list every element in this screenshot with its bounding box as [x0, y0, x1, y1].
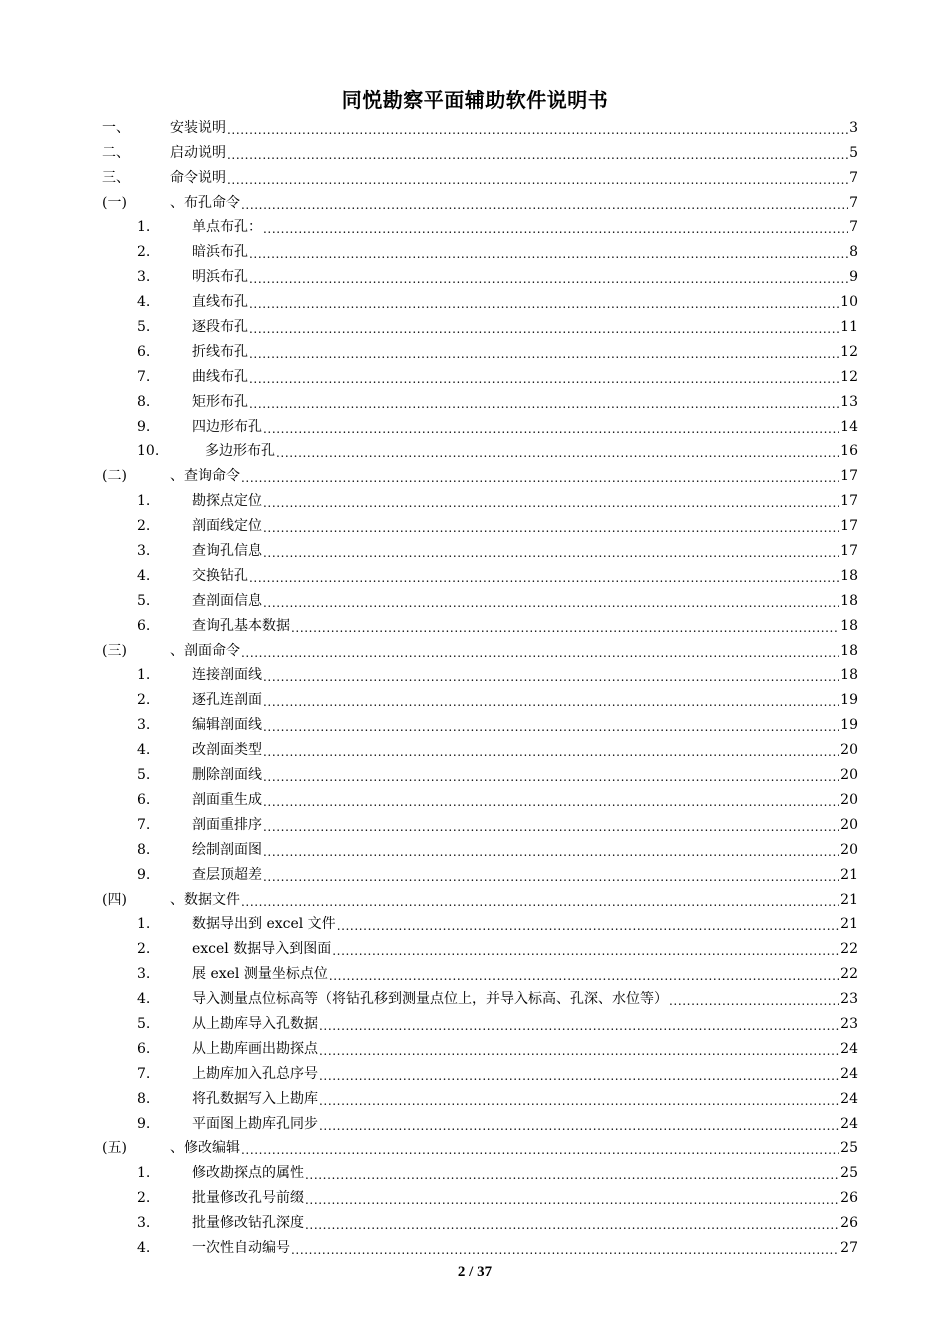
toc-page-number: 20 — [840, 841, 858, 858]
toc-page-number: 18 — [840, 567, 858, 584]
toc-subsection-entry[interactable] — [102, 1058, 858, 1083]
toc-entry-number: 4. — [137, 294, 151, 311]
toc-entry-label: 安装说明 — [170, 119, 226, 136]
toc-page-number: 5 — [849, 144, 858, 161]
toc-page-number: 7 — [849, 194, 858, 211]
toc-page-number: 17 — [840, 543, 858, 560]
toc-entry-number: 3. — [137, 543, 151, 560]
toc-section-entry[interactable] — [102, 137, 858, 162]
toc-dot-leader — [249, 571, 839, 585]
toc-dot-leader — [263, 695, 839, 709]
toc-entry-number: 6. — [137, 343, 151, 360]
toc-dot-leader — [263, 521, 839, 535]
toc-entry-number: 6. — [137, 1040, 151, 1057]
toc-page-number: 21 — [840, 866, 858, 883]
toc-entry-number: 8. — [137, 1090, 151, 1107]
toc-page-number: 24 — [840, 1065, 858, 1082]
toc-subsection-entry[interactable] — [102, 610, 858, 635]
toc-subsection-entry[interactable] — [102, 809, 858, 834]
toc-entry-label: 剖面重排序 — [192, 816, 262, 833]
toc-entry-number: 6. — [137, 617, 151, 634]
toc-entry-number: 5. — [137, 592, 151, 609]
toc-section-entry[interactable] — [102, 635, 858, 660]
toc-entry-number: 4. — [137, 1239, 151, 1256]
toc-entry-label: 交换钻孔 — [192, 567, 248, 584]
toc-dot-leader — [249, 397, 839, 411]
toc-dot-leader — [263, 795, 839, 809]
toc-dot-leader — [263, 422, 839, 436]
toc-page-number: 22 — [840, 966, 858, 983]
toc-entry-label: excel 数据导入到图面 — [192, 941, 332, 958]
toc-entry-label: 导入测量点位标高等（将钻孔移到测量点位上，并导入标高、孔深、水位等） — [192, 991, 668, 1008]
toc-dot-leader — [291, 621, 839, 635]
toc-entry-label: 勘探点定位 — [192, 493, 262, 510]
toc-dot-leader — [263, 820, 839, 834]
toc-page-number: 7 — [849, 219, 858, 236]
toc-page-number: 25 — [840, 1140, 858, 1157]
toc-dot-leader — [263, 222, 848, 236]
toc-entry-number: 7. — [137, 1065, 151, 1082]
toc-page-number: 14 — [840, 418, 858, 435]
toc-dot-leader — [329, 969, 839, 983]
toc-dot-leader — [319, 1119, 839, 1133]
toc-subsection-entry[interactable] — [102, 1207, 858, 1232]
toc-entry-number: 7. — [137, 816, 151, 833]
toc-entry-label: 查询孔基本数据 — [192, 617, 290, 634]
toc-dot-leader — [319, 1094, 839, 1108]
toc-entry-label: 修改勘探点的属性 — [192, 1165, 304, 1182]
toc-entry-number: (四) — [102, 891, 127, 908]
toc-page-number: 27 — [840, 1239, 858, 1256]
toc-dot-leader — [241, 471, 839, 485]
toc-page-number: 24 — [840, 1115, 858, 1132]
toc-subsection-entry[interactable] — [102, 386, 858, 411]
toc-entry-label: 删除剖面线 — [192, 767, 262, 784]
toc-page-number: 24 — [840, 1040, 858, 1057]
toc-subsection-entry[interactable] — [102, 510, 858, 535]
toc-entry-label: 改剖面类型 — [192, 742, 262, 759]
toc-subsection-entry[interactable] — [102, 909, 858, 934]
toc-entry-label: 逐孔连剖面 — [192, 692, 262, 709]
toc-dot-leader — [263, 546, 839, 560]
toc-page-number: 26 — [840, 1215, 858, 1232]
toc-subsection-entry[interactable] — [102, 1083, 858, 1108]
toc-entry-number: 三、 — [102, 169, 130, 186]
toc-entry-label: 曲线布孔 — [192, 368, 248, 385]
toc-dot-leader — [227, 148, 848, 162]
toc-subsection-entry[interactable] — [102, 1232, 858, 1257]
toc-entry-label: 数据导出到 excel 文件 — [192, 916, 336, 933]
toc-entry-label: 、修改编辑 — [170, 1140, 240, 1157]
toc-dot-leader — [319, 1019, 839, 1033]
toc-section-entry[interactable] — [102, 884, 858, 909]
toc-page-number: 23 — [840, 991, 858, 1008]
toc-entry-number: 3. — [137, 966, 151, 983]
toc-entry-label: 连接剖面线 — [192, 667, 262, 684]
toc-entry-number: 1. — [137, 1165, 151, 1182]
toc-page-number: 23 — [840, 1015, 858, 1032]
toc-subsection-entry[interactable] — [102, 535, 858, 560]
toc-dot-leader — [263, 720, 839, 734]
toc-entry-label: 一次性自动编号 — [192, 1239, 290, 1256]
toc-subsection-entry[interactable] — [102, 212, 858, 237]
toc-dot-leader — [291, 1243, 839, 1257]
toc-dot-leader — [249, 247, 848, 261]
toc-dot-leader — [241, 1143, 839, 1157]
toc-entry-label: 命令说明 — [170, 169, 226, 186]
toc-entry-label: 将孔数据写入上勘库 — [192, 1090, 318, 1107]
toc-page-number: 19 — [840, 692, 858, 709]
toc-entry-number: 5. — [137, 1015, 151, 1032]
toc-page-number: 12 — [840, 343, 858, 360]
toc-dot-leader — [241, 198, 848, 212]
toc-subsection-entry[interactable] — [102, 1157, 858, 1182]
toc-dot-leader — [249, 297, 839, 311]
toc-page-number: 24 — [840, 1090, 858, 1107]
toc-subsection-entry[interactable] — [102, 684, 858, 709]
toc-entry-label: 批量修改钻孔深度 — [192, 1215, 304, 1232]
toc-subsection-entry[interactable] — [102, 436, 858, 461]
toc-entry-number: 4. — [137, 991, 151, 1008]
toc-entry-number: 5. — [137, 319, 151, 336]
toc-entry-label: 矩形布孔 — [192, 393, 248, 410]
toc-subsection-entry[interactable] — [102, 1008, 858, 1033]
toc-subsection-entry[interactable] — [102, 585, 858, 610]
toc-page-number: 20 — [840, 742, 858, 759]
toc-entry-label: 查询孔信息 — [192, 543, 262, 560]
toc-entry-label: 查层顶超差 — [192, 866, 262, 883]
toc-page-number: 19 — [840, 717, 858, 734]
toc-entry-number: 1. — [137, 916, 151, 933]
toc-page-number: 21 — [840, 916, 858, 933]
toc-entry-number: 2. — [137, 692, 151, 709]
toc-entry-label: 平面图上勘库孔同步 — [192, 1115, 318, 1132]
toc-entry-label: 上勘库加入孔总序号 — [192, 1065, 318, 1082]
toc-dot-leader — [319, 1069, 839, 1083]
toc-entry-number: 9. — [137, 418, 151, 435]
toc-page-number: 26 — [840, 1190, 858, 1207]
toc-subsection-entry[interactable] — [102, 361, 858, 386]
toc-dot-leader — [241, 895, 839, 909]
toc-dot-leader — [305, 1193, 839, 1207]
toc-page-number: 12 — [840, 368, 858, 385]
table-of-contents — [102, 112, 858, 1257]
toc-subsection-entry[interactable] — [102, 311, 858, 336]
toc-page-number: 17 — [840, 518, 858, 535]
toc-page-number: 9 — [849, 269, 858, 286]
toc-subsection-entry[interactable] — [102, 1182, 858, 1207]
toc-entry-number: 9. — [137, 866, 151, 883]
toc-section-entry[interactable] — [102, 187, 858, 212]
toc-dot-leader — [263, 845, 839, 859]
toc-entry-number: 1. — [137, 493, 151, 510]
toc-dot-leader — [263, 496, 839, 510]
toc-entry-number: 一、 — [102, 119, 130, 136]
total-page-count: 37 — [477, 1264, 493, 1280]
toc-page-number: 21 — [840, 891, 858, 908]
toc-dot-leader — [263, 745, 839, 759]
toc-entry-number: 8. — [137, 841, 151, 858]
toc-dot-leader — [249, 372, 839, 386]
toc-section-entry[interactable] — [102, 162, 858, 187]
toc-entry-number: 5. — [137, 767, 151, 784]
toc-entry-number: 6. — [137, 791, 151, 808]
toc-dot-leader — [319, 1044, 839, 1058]
toc-subsection-entry[interactable] — [102, 560, 858, 585]
toc-entry-number: 3. — [137, 269, 151, 286]
toc-entry-number: 3. — [137, 1215, 151, 1232]
toc-entry-number: (五) — [102, 1140, 127, 1157]
toc-page-number: 17 — [840, 493, 858, 510]
toc-subsection-entry[interactable] — [102, 709, 858, 734]
toc-subsection-entry[interactable] — [102, 286, 858, 311]
document-title: 同悦勘察平面辅助软件说明书 — [341, 88, 609, 112]
toc-page-number: 18 — [840, 642, 858, 659]
toc-subsection-entry[interactable] — [102, 236, 858, 261]
toc-entry-label: 启动说明 — [170, 144, 226, 161]
toc-subsection-entry[interactable] — [102, 1108, 858, 1133]
toc-subsection-entry[interactable] — [102, 759, 858, 784]
toc-page-number: 8 — [849, 244, 858, 261]
toc-dot-leader — [337, 919, 839, 933]
toc-subsection-entry[interactable] — [102, 958, 858, 983]
toc-subsection-entry[interactable] — [102, 784, 858, 809]
toc-entry-number: 2. — [137, 941, 151, 958]
toc-entry-label: 多边形布孔 — [205, 443, 275, 460]
toc-dot-leader — [227, 173, 848, 187]
toc-page-number: 20 — [840, 816, 858, 833]
toc-subsection-entry[interactable] — [102, 983, 858, 1008]
toc-page-number: 18 — [840, 617, 858, 634]
toc-page-number: 3 — [849, 119, 858, 136]
toc-dot-leader — [249, 322, 839, 336]
toc-entry-number: 10. — [137, 443, 160, 460]
toc-entry-number: 2. — [137, 518, 151, 535]
toc-dot-leader — [332, 944, 839, 958]
toc-subsection-entry[interactable] — [102, 411, 858, 436]
toc-dot-leader — [276, 446, 839, 460]
toc-entry-number: 4. — [137, 742, 151, 759]
toc-dot-leader — [305, 1218, 839, 1232]
toc-page-number: 7 — [849, 169, 858, 186]
toc-dot-leader — [263, 596, 839, 610]
toc-entry-number: 9. — [137, 1115, 151, 1132]
toc-dot-leader — [263, 770, 839, 784]
toc-subsection-entry[interactable] — [102, 1033, 858, 1058]
toc-entry-number: 二、 — [102, 144, 130, 161]
toc-section-entry[interactable] — [102, 1133, 858, 1158]
toc-entry-label: 查剖面信息 — [192, 592, 262, 609]
toc-entry-label: 直线布孔 — [192, 294, 248, 311]
toc-entry-number: 2. — [137, 1190, 151, 1207]
toc-entry-number: 8. — [137, 393, 151, 410]
toc-page-number: 16 — [840, 443, 858, 460]
toc-dot-leader — [227, 123, 848, 137]
toc-entry-label: 展 exel 测量坐标点位 — [192, 966, 328, 983]
toc-subsection-entry[interactable] — [102, 734, 858, 759]
toc-subsection-entry[interactable] — [102, 336, 858, 361]
toc-entry-number: 7. — [137, 368, 151, 385]
toc-entry-label: 明浜布孔 — [192, 269, 248, 286]
toc-dot-leader — [249, 347, 839, 361]
toc-entry-label: 单点布孔： — [192, 219, 262, 236]
toc-dot-leader — [669, 994, 839, 1008]
toc-subsection-entry[interactable] — [102, 834, 858, 859]
toc-entry-label: 、布孔命令 — [170, 194, 240, 211]
current-page-number: 2 — [457, 1264, 466, 1280]
toc-subsection-entry[interactable] — [102, 660, 858, 685]
toc-entry-label: 逐段布孔 — [192, 319, 248, 336]
toc-entry-label: 从上勘库画出勘探点 — [192, 1040, 318, 1057]
toc-page-number: 10 — [840, 294, 858, 311]
toc-entry-number: 3. — [137, 717, 151, 734]
toc-entry-number: 1. — [137, 219, 151, 236]
toc-entry-number: (一) — [102, 194, 127, 211]
page-footer — [0, 1264, 950, 1281]
toc-subsection-entry[interactable] — [102, 859, 858, 884]
toc-subsection-entry[interactable] — [102, 485, 858, 510]
toc-entry-number: (二) — [102, 468, 127, 485]
toc-page-number: 20 — [840, 767, 858, 784]
toc-page-number: 13 — [840, 393, 858, 410]
toc-entry-label: 绘制剖面图 — [192, 841, 262, 858]
toc-entry-label: 、剖面命令 — [170, 642, 240, 659]
toc-page-number: 22 — [840, 941, 858, 958]
toc-entry-number: (三) — [102, 642, 127, 659]
toc-page-number: 20 — [840, 791, 858, 808]
toc-dot-leader — [305, 1168, 839, 1182]
toc-entry-number: 4. — [137, 567, 151, 584]
toc-entry-label: 、数据文件 — [170, 891, 240, 908]
toc-section-entry[interactable] — [102, 112, 858, 137]
toc-entry-label: 编辑剖面线 — [192, 717, 262, 734]
toc-dot-leader — [249, 272, 848, 286]
toc-entry-label: 折线布孔 — [192, 343, 248, 360]
toc-entry-label: 剖面重生成 — [192, 791, 262, 808]
toc-page-number: 18 — [840, 592, 858, 609]
toc-entry-number: 2. — [137, 244, 151, 261]
toc-dot-leader — [263, 670, 839, 684]
toc-entry-label: 四边形布孔 — [192, 418, 262, 435]
toc-dot-leader — [263, 870, 839, 884]
toc-entry-label: 从上勘库导入孔数据 — [192, 1015, 318, 1032]
toc-page-number: 18 — [840, 667, 858, 684]
toc-page-number: 25 — [840, 1165, 858, 1182]
toc-page-number: 17 — [840, 468, 858, 485]
toc-entry-label: 暗浜布孔 — [192, 244, 248, 261]
toc-entry-number: 1. — [137, 667, 151, 684]
toc-section-entry[interactable] — [102, 460, 858, 485]
toc-page-number: 11 — [840, 319, 858, 336]
toc-entry-label: 批量修改孔号前缀 — [192, 1190, 304, 1207]
toc-dot-leader — [241, 646, 839, 660]
page-separator: / — [469, 1264, 474, 1280]
toc-entry-label: 、查询命令 — [170, 468, 240, 485]
toc-subsection-entry[interactable] — [102, 933, 858, 958]
toc-entry-label: 剖面线定位 — [192, 518, 262, 535]
toc-subsection-entry[interactable] — [102, 261, 858, 286]
